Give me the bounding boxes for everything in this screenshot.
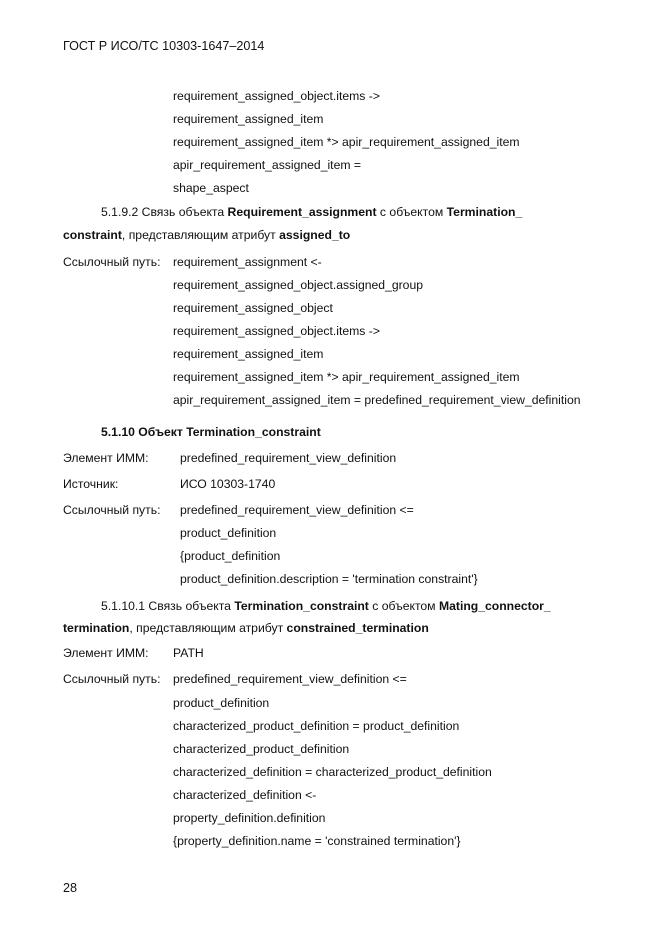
- ref-path-label: Ссылочный путь:: [63, 503, 161, 517]
- title-text: с объектом: [376, 205, 447, 219]
- section-5-1-9-2-title-cont: [63, 227, 350, 243]
- path-line: requirement_assigned_item: [173, 347, 324, 361]
- path-line: requirement_assigned_object.assigned_group: [173, 278, 424, 292]
- path-line: characterized_product_definition: [173, 742, 350, 756]
- page-number: 28: [63, 881, 78, 895]
- imm-element-label: Элемент ИММ:: [63, 451, 149, 465]
- target-entity-name: constraint: [63, 228, 122, 242]
- path-line: apir_requirement_assigned_item = predefined_requirement_view_definition: [173, 393, 581, 407]
- section-5-1-10-heading: 5.1.10 Объект Termination_constraint: [101, 425, 321, 439]
- path-line: product_definition: [173, 696, 270, 710]
- path-line: {product_definition: [180, 549, 281, 563]
- title-text: 5.1.9.2 Связь объекта: [101, 205, 228, 219]
- path-line: requirement_assigned_item *> apir_requirement_assigned_item: [173, 370, 520, 384]
- path-line: characterized_definition = characterized_product_definition: [173, 765, 492, 779]
- path-line: apir_requirement_assigned_item =: [173, 158, 362, 172]
- attribute-name: assigned_to: [279, 228, 351, 242]
- path-line: shape_aspect: [173, 181, 249, 195]
- path-line: requirement_assignment <-: [173, 255, 322, 269]
- section-5-1-9-2-title: [101, 204, 522, 220]
- title-text: , представляющим атрибут: [129, 621, 287, 635]
- section-5-1-10-1-title-cont: [63, 620, 429, 636]
- ref-path-label: Ссылочный путь:: [63, 672, 161, 686]
- source-label: Источник:: [63, 477, 119, 491]
- path-line: requirement_assigned_object.items ->: [173, 89, 380, 103]
- target-entity-name: Mating_connector_: [438, 599, 551, 613]
- path-line: product_definition: [180, 526, 277, 540]
- title-text: , представляющим атрибут: [121, 228, 280, 242]
- target-entity-name: termination: [63, 621, 130, 635]
- target-entity-name: Termination_: [446, 205, 523, 219]
- title-text: 5.1.10.1 Связь объекта: [101, 599, 235, 613]
- path-line: property_definition.definition: [173, 811, 326, 825]
- path-line: predefined_requirement_view_definition <=: [180, 503, 414, 517]
- imm-element-label: Элемент ИММ:: [63, 646, 149, 660]
- section-5-1-10-1-title: [101, 598, 551, 614]
- path-line: {property_definition.name = 'constrained termination'}: [173, 834, 461, 848]
- ref-path-label: Ссылочный путь:: [63, 255, 161, 269]
- entity-name: Requirement_assignment: [227, 205, 377, 219]
- entity-name: Termination_constraint: [234, 599, 369, 613]
- path-line: requirement_assigned_item *> apir_requirement_assigned_item: [173, 135, 520, 149]
- path-line: characterized_definition <-: [173, 788, 317, 802]
- path-line: product_definition.description = 'termination constraint'}: [180, 572, 478, 586]
- path-line: characterized_product_definition = product_definition: [173, 719, 460, 733]
- attribute-name: constrained_termination: [286, 621, 429, 635]
- path-line: requirement_assigned_item: [173, 112, 324, 126]
- source-value: ИСО 10303-1740: [180, 477, 276, 491]
- page-header: ГОСТ Р ИСО/ТС 10303-1647–2014: [63, 39, 265, 53]
- title-text: с объектом: [368, 599, 439, 613]
- imm-element-value: predefined_requirement_view_definition: [180, 451, 397, 465]
- path-line: predefined_requirement_view_definition <=: [173, 672, 407, 686]
- path-line: requirement_assigned_object.items ->: [173, 324, 380, 338]
- path-line: requirement_assigned_object: [173, 301, 333, 315]
- imm-element-value: PATH: [173, 646, 204, 660]
